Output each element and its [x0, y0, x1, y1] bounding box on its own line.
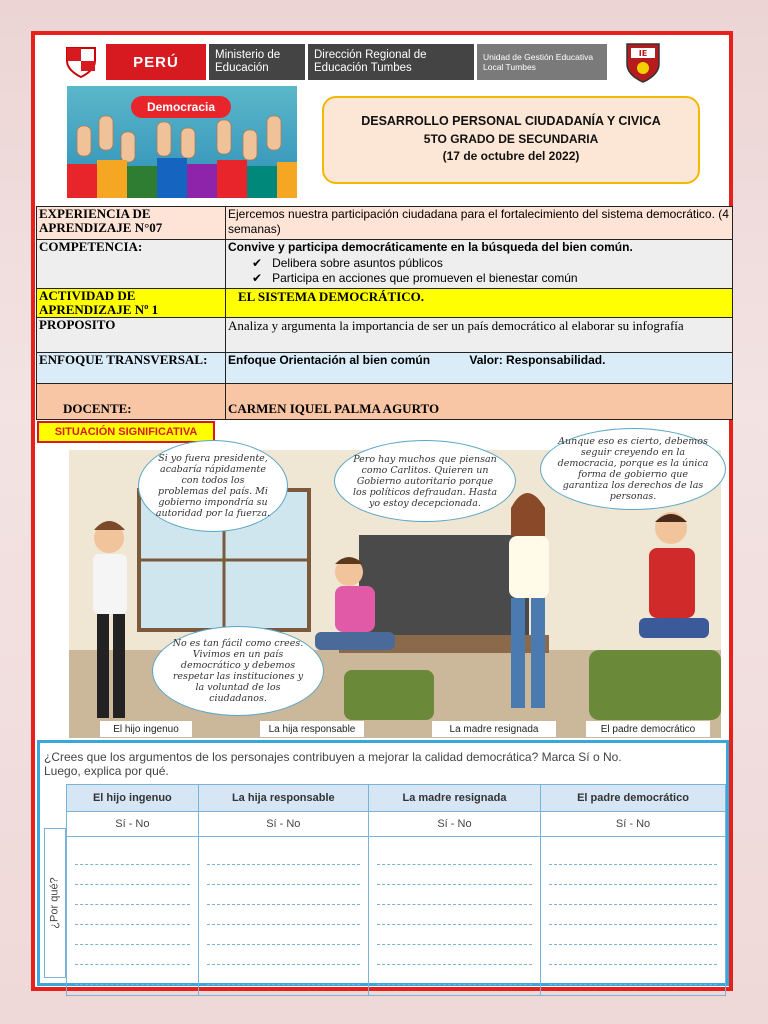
col-padre-header: El padre democrático: [541, 785, 726, 812]
answer-lines-row: [67, 837, 726, 996]
speech-bubble-mother: Pero hay muchos que piensan como Carlitos. Quieren un Gobierno autoritario porque los políticos defraudan. Hasta yo estoy decepcionada.: [334, 440, 516, 522]
course-title: DESARROLLO PERSONAL CIUDADANÍA Y CIVICA: [361, 114, 661, 128]
experiencia-row: [37, 207, 733, 240]
sino-option-padre[interactable]: Sí - No: [541, 812, 726, 837]
col-madre-header: La madre resignada: [368, 785, 540, 812]
actividad-row: [37, 289, 733, 318]
sino-option-hijo[interactable]: Sí - No: [67, 812, 199, 837]
competencia-cell: [226, 240, 733, 289]
enfoque-value: Enfoque Orientación al bien común: [228, 353, 431, 367]
lesson-info-table: [36, 206, 733, 420]
grade-label: 5TO GRADO DE SECUNDARIA: [423, 132, 599, 146]
docente-value: CARMEN IQUEL PALMA AGURTO: [226, 384, 733, 420]
school-crest-icon: [625, 42, 661, 84]
competencia-value: Convive y participa democráticamente en la búsqueda del bien común.: [228, 240, 633, 254]
answer-area-madre[interactable]: [368, 837, 540, 996]
caption-hija: La hija responsable: [260, 721, 364, 737]
experiencia-label: EXPERIENCIA DE APRENDIZAJE N°07: [37, 207, 226, 240]
caption-madre: La madre resignada: [432, 721, 556, 737]
actividad-label: ACTIVIDAD DE APRENDIZAJE Nº 1: [37, 289, 226, 318]
speech-bubble-daughter: No es tan fácil como crees. Vivimos en un país democrático y debemos respetar las instituciones y la voluntad de los ciudadanos.: [152, 626, 324, 716]
competencia-row: [37, 240, 733, 289]
svg-text:IE: IE: [638, 49, 648, 58]
sino-option-madre[interactable]: Sí - No: [368, 812, 540, 837]
democracia-label: Democracia: [131, 96, 231, 118]
enfoque-label: ENFOQUE TRANSVERSAL:: [37, 353, 226, 384]
democracia-banner-image: [67, 86, 297, 198]
valor-value: Valor: Responsabilidad.: [469, 353, 606, 367]
list-item: ✔ Participa en acciones que promueven el bienestar común: [252, 271, 730, 286]
caption-hijo: El hijo ingenuo: [100, 721, 192, 737]
speech-bubble-father: Aunque eso es cierto, debemos seguir creyendo en la democracia, porque es la única forma de gobierno que garantiza los derechos de las personas.: [540, 428, 726, 510]
col-hijo-header: El hijo ingenuo: [67, 785, 199, 812]
docente-label: DOCENTE:: [37, 384, 226, 420]
competencia-label: COMPETENCIA:: [37, 240, 226, 289]
proposito-label: PROPOSITO: [37, 318, 226, 353]
course-title-box: [322, 96, 700, 184]
enfoque-cell: [226, 353, 733, 384]
direccion-regional-label: Dirección Regional de Educación Tumbes: [308, 44, 474, 80]
speech-bubble-son: Si yo fuera presidente, acabaría rápidamente con todos los problemas del país. Mi gobierno impondría su autoridad por la fuerza.: [138, 440, 288, 532]
institution-logo-bar: [56, 40, 624, 84]
date-label: (17 de octubre del 2022): [442, 149, 580, 163]
ugel-label: Unidad de Gestión Educativa Local Tumbes: [477, 44, 607, 80]
sino-row: [67, 812, 726, 837]
answer-grid: [66, 784, 726, 996]
situacion-significativa-label: SITUACIÓN SIGNIFICATIVA: [37, 421, 215, 443]
ministerio-label: Ministerio de Educación: [209, 44, 305, 80]
proposito-row: [37, 318, 733, 353]
col-hija-header: La hija responsable: [198, 785, 368, 812]
answer-area-hija[interactable]: [198, 837, 368, 996]
actividad-value: EL SISTEMA DEMOCRÁTICO.: [226, 289, 733, 318]
answer-area-hijo[interactable]: [67, 837, 199, 996]
answer-grid-header: [67, 785, 726, 812]
peru-shield-icon: [56, 42, 106, 82]
answer-area-padre[interactable]: [541, 837, 726, 996]
capacidades-list: [252, 256, 730, 286]
peru-label: PERÚ: [106, 44, 206, 80]
question-text: ¿Crees que los argumentos de los personajes contribuyen a mejorar la calidad democrática? Marca Sí o No. Luego, explica por qué.: [44, 750, 622, 778]
list-item: ✔ Delibera sobre asuntos públicos: [252, 256, 730, 271]
experiencia-value: Ejercemos nuestra participación ciudadana para el fortalecimiento del sistema democrático. (4 semanas): [226, 207, 733, 240]
caption-padre: El padre democrático: [586, 721, 710, 737]
proposito-value: Analiza y argumenta la importancia de ser un país democrático al elaborar su infografía: [226, 318, 733, 353]
por-que-label-cell: [44, 828, 66, 978]
docente-row: [37, 384, 733, 420]
sino-option-hija[interactable]: Sí - No: [198, 812, 368, 837]
enfoque-row: [37, 353, 733, 384]
por-que-label: ¿Por qué?: [49, 877, 61, 929]
